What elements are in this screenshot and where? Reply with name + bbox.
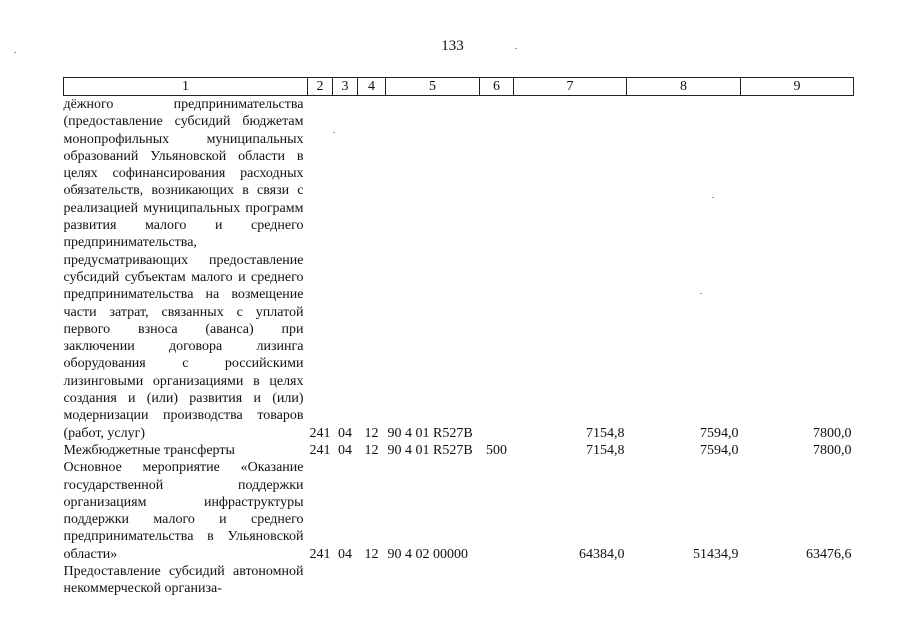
cell-col-8: 7594,0 [700, 425, 739, 441]
column-header-7: 7 [514, 78, 627, 96]
cell-col-7: 7154,8 [586, 442, 625, 458]
cell-col-4: 12 [364, 425, 379, 441]
cell-col-3: 04 [338, 442, 352, 458]
cell-col-5: 90 4 02 00000 [387, 546, 468, 562]
column-header-5: 5 [386, 78, 480, 96]
cell-col-9 [741, 563, 854, 598]
scan-artifact [700, 293, 702, 294]
cell-col-2: 241 [309, 442, 331, 458]
cell-col-3: 04 [338, 546, 352, 562]
cell-col-5: 90 4 01 R527В [387, 442, 473, 458]
table-row [64, 442, 854, 459]
row-description: Предоставление субсидий автономной некоммерческой организа- [63, 564, 304, 597]
cell-col-6 [480, 96, 514, 442]
cell-col-8 [627, 563, 741, 598]
cell-col-6: 500 [486, 442, 507, 458]
column-number-header [64, 78, 854, 96]
scan-artifact [712, 197, 714, 198]
row-description: Основное мероприятие «Оказание государственной поддержки организациям инфраструктуры поддержки малого и среднего предпринимательства в Ульяновской области» [63, 460, 304, 562]
table-row [64, 563, 854, 598]
budget-table [63, 77, 854, 598]
cell-col-6 [480, 459, 514, 563]
cell-col-5 [386, 563, 480, 598]
cell-col-9: 63476,6 [806, 546, 852, 562]
row-description: Межбюджетные трансферты [63, 442, 235, 458]
page-number: 133 [441, 38, 464, 54]
column-header-6: 6 [480, 78, 514, 96]
table-row [64, 459, 854, 563]
cell-col-2: 241 [309, 546, 331, 562]
cell-col-2: 241 [309, 425, 331, 441]
cell-col-5: 90 4 01 R527В [387, 425, 473, 441]
column-header-9: 9 [741, 78, 854, 96]
cell-col-4 [358, 563, 386, 598]
column-header-8: 8 [627, 78, 741, 96]
budget-table-container [63, 77, 853, 598]
table-row [64, 96, 854, 442]
cell-col-7: 64384,0 [579, 546, 625, 562]
column-header-2: 2 [308, 78, 333, 96]
column-header-3: 3 [333, 78, 358, 96]
cell-col-8: 51434,9 [693, 546, 739, 562]
column-header-4: 4 [358, 78, 386, 96]
cell-col-9: 7800,0 [813, 442, 852, 458]
column-header-1: 1 [64, 78, 308, 96]
cell-col-4: 12 [364, 442, 379, 458]
cell-col-4: 12 [364, 546, 379, 562]
cell-col-9: 7800,0 [813, 425, 852, 441]
scan-artifact [14, 52, 16, 53]
cell-col-3: 04 [338, 425, 352, 441]
cell-col-8: 7594,0 [700, 442, 739, 458]
row-description: дёжного предпринимательства (предоставление субсидий бюджетам монопрофильных муниципальных образований Ульяновской области в целях софинансирования расходных обязательств, возникающих в связи с реализацией муниципальных программ развития малого и среднего предпринимательства, предусматривающих предоставление субсидий субъектам малого и среднего предпринимательства на возмещение части затрат, связанных с уплатой первого взноса (аванса) при заключении договора лизинга оборудования с российскими лизинговыми организациями в целях создания и (или) развития и (или) модернизации производства товаров (работ, услуг) [63, 97, 304, 441]
scan-artifact [333, 132, 335, 133]
cell-col-6 [480, 563, 514, 598]
cell-col-7 [514, 563, 627, 598]
scan-artifact [515, 48, 517, 49]
cell-col-3 [333, 563, 358, 598]
cell-col-2 [308, 563, 333, 598]
cell-col-7: 7154,8 [586, 425, 625, 441]
